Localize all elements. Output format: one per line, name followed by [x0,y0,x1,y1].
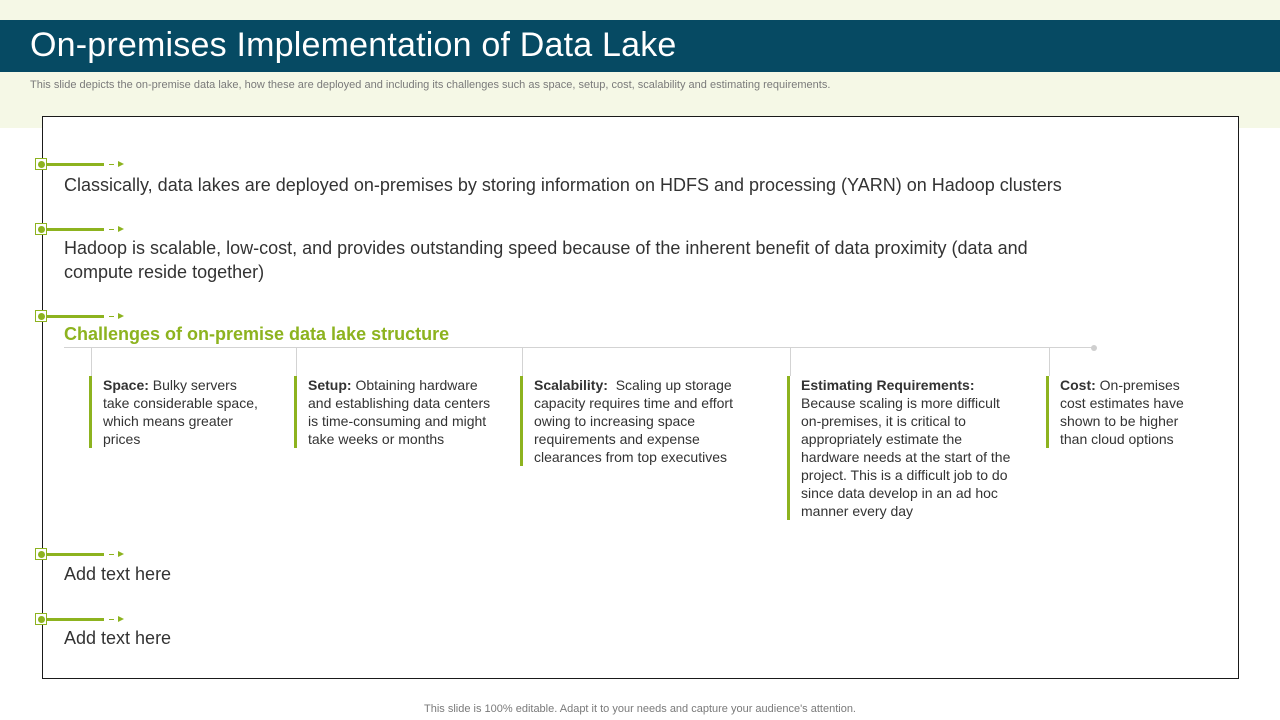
challenge-label: Cost: [1060,377,1096,393]
bullet-text-1: Classically, data lakes are deployed on-premises by storing information on HDFS and processing (YARN) on Hadoop clusters [64,175,1062,195]
arrow-right-icon [118,226,124,232]
placeholder-text-2: Add text here [64,628,172,648]
challenge-setup [294,376,496,448]
arrow-right-icon [118,161,124,167]
page-subtitle: This slide depicts the on-premise data lake, how these are deployed and including its challenges such as space, setup, cost, scalability and estimating requirements. [30,79,831,91]
bullet-marker-2 [35,223,125,237]
bullet-marker-1 [35,158,125,172]
arrow-right-icon [118,616,124,622]
challenge-text: Scaling up storage capacity requires time and effort owing to increasing space requirements and expense clearances from top executives [534,377,737,465]
challenge-text: Obtaining hardware and establishing data centers is time-consuming and might take weeks or months [308,377,491,447]
challenge-space [89,376,263,448]
bullet-marker-3 [35,310,125,324]
marker-dot-icon [38,551,45,558]
challenges-heading: Challenges of on-premise data lake structure [64,324,450,344]
challenge-text: Because scaling is more difficult on-premises, it is critical to appropriately estimate the hardware needs at the start of the project. This is a difficult job to do since data develop in an ad hoc manner every day [801,395,1011,519]
timeline-line [64,347,1094,348]
challenge-text: Bulky servers take considerable space, which means greater prices [103,377,258,447]
challenge-text: On-premises cost estimates have shown to be higher than cloud options [1060,377,1184,447]
marker-dot-icon [38,616,45,623]
marker-dot-icon [38,161,45,168]
arrow-right-icon [118,313,124,319]
marker-dot-icon [38,226,45,233]
footer-note: This slide is 100% editable. Adapt it to your needs and capture your audience's attention. [424,703,856,715]
challenge-cost [1046,376,1200,448]
challenge-scalability [520,376,759,466]
arrow-right-icon [118,551,124,557]
bullet-marker-5 [35,613,125,627]
page-title: On-premises Implementation of Data Lake [30,26,677,64]
challenge-label: Space: [103,377,149,393]
placeholder-text-1: Add text here [64,564,172,584]
challenge-label: Estimating Requirements: [801,377,975,393]
marker-dot-icon [38,313,45,320]
challenge-estimating-requirements [787,376,1016,520]
timeline-end-dot-icon [1091,345,1097,351]
bullet-text-2: Hadoop is scalable, low-cost, and provides outstanding speed because of the inherent benefit of data proximity (data and compute reside together) [64,238,1028,282]
challenge-label: Setup: [308,377,352,393]
bullet-marker-4 [35,548,125,562]
challenge-label: Scalability: [534,377,608,393]
